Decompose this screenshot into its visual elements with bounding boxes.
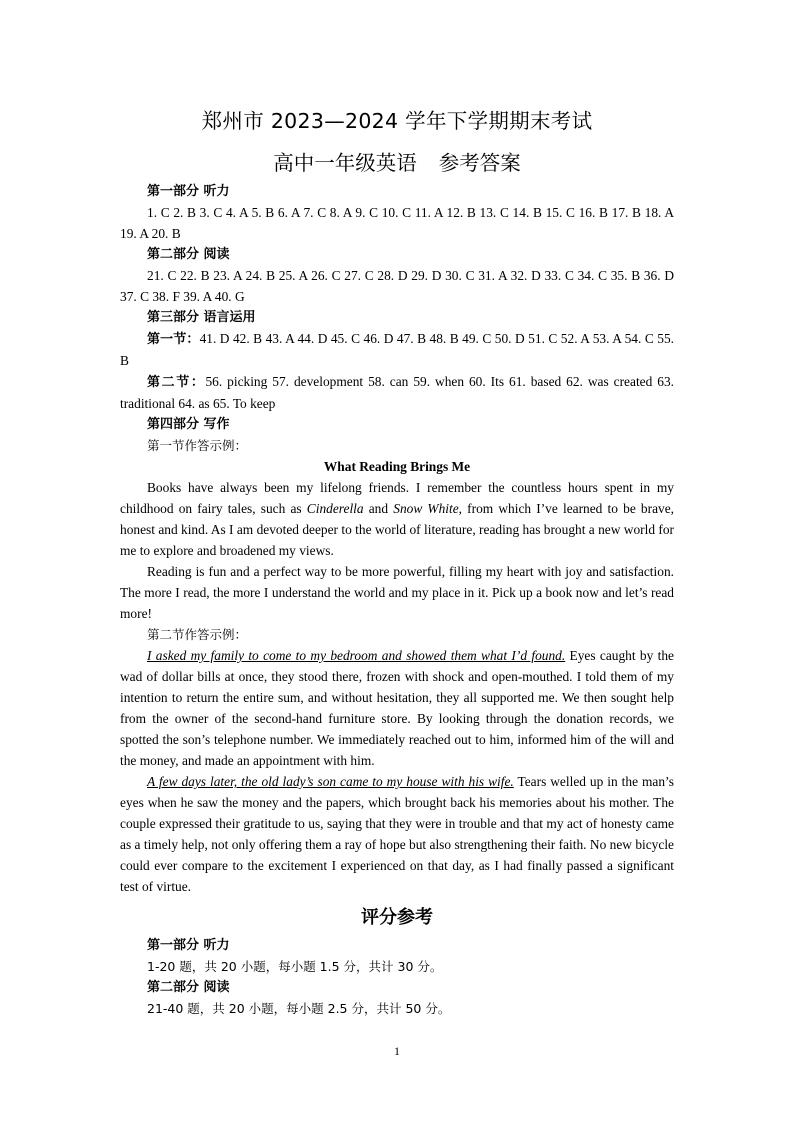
document-title: 郑州市 2023—2024 学年下学期期末考试 bbox=[201, 109, 593, 133]
book-title: Cinderella bbox=[306, 501, 364, 516]
part4-heading: 第四部分 写作 bbox=[147, 417, 230, 432]
story-text: Eyes caught by the wad of dollar bills at once, they stood there, frozen with shock and open-mouthed. I told them of my intention to return the entire sum, and without hesitation, they all supported me. We then sought help from the owner of the second-hand furniture store. By looking through the donation records, we spotted the son’s telephone number. We immediately reached out to him, informed him of the will and the money, and made an appointment with him. bbox=[120, 648, 674, 768]
part3-section2 bbox=[120, 371, 674, 414]
essay-text: and bbox=[363, 501, 394, 516]
section1-answers: 41. D 42. B 43. A 44. D 45. C 46. D 47. B 48. B 49. C 50. D 51. C 52. A 53. A 54. C 55. B bbox=[120, 331, 674, 368]
part2-answers: 21. C 22. B 23. A 24. B 25. A 26. C 27. C 28. D 29. D 30. C 31. A 32. D 33. C 34. C 35. B 36. D 37. C 38. F 39. A 40. G bbox=[120, 268, 674, 304]
section2-label: 第二节： bbox=[147, 375, 206, 390]
essay-paragraph-1 bbox=[120, 477, 674, 561]
page-number: 1 bbox=[394, 1044, 400, 1058]
part3-heading: 第三部分 语言运用 bbox=[147, 310, 256, 325]
book-title: Snow White bbox=[393, 501, 459, 516]
section2-answers: 56. picking 57. development 58. can 59. when 60. Its 61. based 62. was created 63. traditional 64. as 65. To keep bbox=[120, 374, 674, 411]
score2-heading: 第二部分 阅读 bbox=[147, 980, 230, 995]
writing2-label: 第二节作答示例： bbox=[147, 627, 248, 642]
document-body bbox=[120, 181, 674, 1019]
scoring-heading: 评分参考 bbox=[361, 907, 433, 928]
part1-answers: 1. C 2. B 3. C 4. A 5. B 6. A 7. C 8. A 9. C 10. C 11. A 12. B 13. C 14. B 15. C 16. B 17. B 18. A 19. A 20. B bbox=[120, 205, 674, 241]
section1-label: 第一节： bbox=[147, 332, 200, 347]
story-text: Tears welled up in the man’s eyes when he saw the money and the papers, which brought back his memories about his mother. The couple expressed their gratitude to us, saying that they were in trouble and that my act of honesty came as a timely help, not only offering them a ray of hope but also strengthening their faith. No new bicycle could ever compare to the excitement I experienced on that day, as I had finally passed a significant test of virtue. bbox=[120, 774, 674, 894]
story-lead-sentence: I asked my family to come to my bedroom and showed them what I’d found. bbox=[147, 648, 566, 663]
story-lead-sentence: A few days later, the old lady’s son came to my house with his wife. bbox=[147, 774, 514, 789]
score2-text: 21-40 题，共 20 小题，每小题 2.5 分，共计 50 分。 bbox=[147, 1001, 451, 1016]
part1-heading: 第一部分 听力 bbox=[147, 184, 230, 199]
essay-title: What Reading Brings Me bbox=[323, 459, 471, 474]
subtitle-answer-key: 参考答案 bbox=[438, 151, 521, 175]
score1-text: 1-20 题，共 20 小题，每小题 1.5 分，共计 30 分。 bbox=[147, 959, 443, 974]
writing1-label: 第一节作答示例： bbox=[147, 438, 248, 453]
story-paragraph-2 bbox=[120, 771, 674, 897]
essay-text: , from which I’ve learned to be brave, honest and kind. As I am devoted deeper to the world of literature, reading has brought a new world for me to explore and broadened my views. bbox=[120, 501, 675, 558]
score1-heading: 第一部分 听力 bbox=[147, 938, 230, 953]
part2-heading: 第二部分 阅读 bbox=[147, 247, 230, 262]
essay-text: Books have always been my lifelong friends. I remember the countless hours spent in my childhood on fairy tales, such as bbox=[120, 480, 674, 516]
subtitle-subject: 高中一年级英语 bbox=[273, 151, 417, 175]
part3-section1 bbox=[120, 328, 674, 371]
document-subtitle bbox=[120, 146, 674, 176]
essay-paragraph-2: Reading is fun and a perfect way to be more powerful, filling my heart with joy and satisfaction. The more I read, the more I understand the world and my place in it. Pick up a book now and let’s read more! bbox=[120, 564, 674, 621]
story-paragraph-1 bbox=[120, 645, 674, 771]
